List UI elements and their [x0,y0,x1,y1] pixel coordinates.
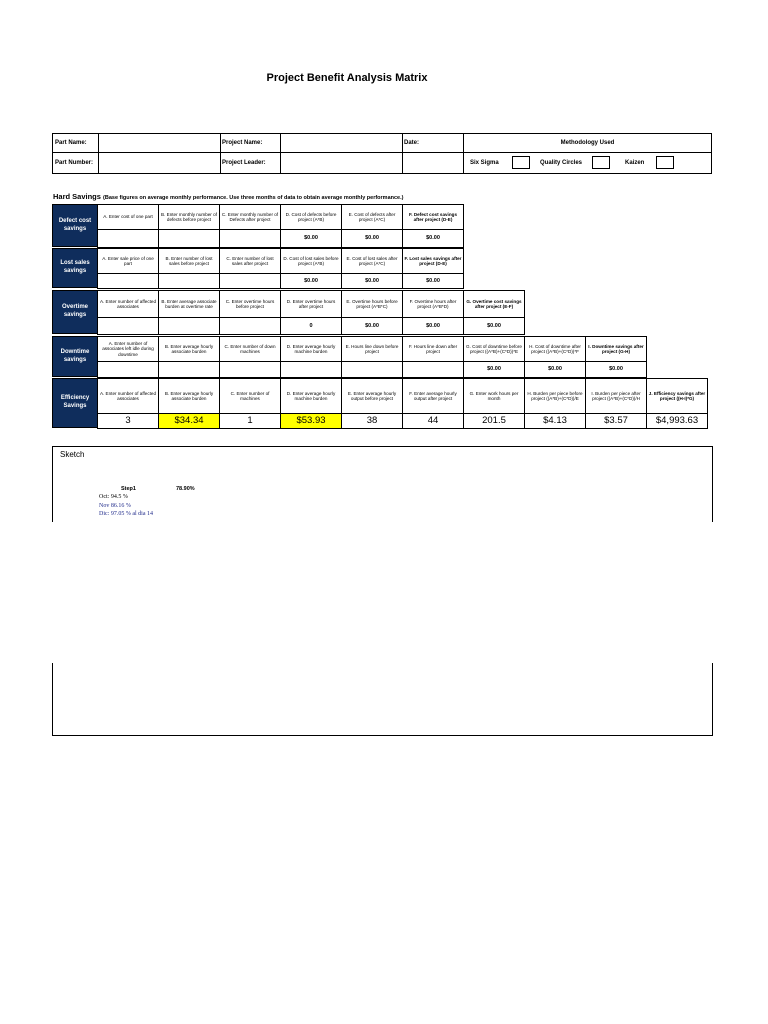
six-sigma-checkbox[interactable] [512,156,530,169]
column-header: A. Enter number of affected associates [97,290,159,318]
column-header: E. Overtime hours before project (A*B*C) [341,290,403,318]
date-label: Date: [404,140,420,146]
column-header: A. Enter number of affected associates [97,378,159,414]
sketch-panel-bottom [52,663,713,736]
input-cell[interactable] [97,317,159,335]
column-header: D. Enter average hourly machine burden [280,378,342,414]
column-header: D. Enter overtime hours after project [280,290,342,318]
step-percentage: 78.90% [176,486,195,492]
input-cell[interactable]: 38 [341,413,403,429]
input-cell[interactable] [158,317,220,335]
input-cell[interactable] [219,273,281,289]
note-dic: Dic: 97.05 % al dia 14 [99,511,153,517]
section-label: Defect cost savings [52,204,98,247]
project-name-label: Project Name: [222,140,263,146]
input-cell[interactable]: 201.5 [463,413,525,429]
column-header: E. Cost of lost sales after project (A*C) [341,248,403,274]
column-header: G. Overtime cost savings after project (E-F) [463,290,525,318]
computed-cell: $0.00 [341,229,403,248]
quality-circles-label: Quality Circles [540,159,583,166]
input-cell[interactable] [402,361,464,378]
project-name-field[interactable] [280,134,402,152]
column-header: D. Cost of lost sales before project (A*B) [280,248,342,274]
part-name-field[interactable] [98,134,220,152]
input-cell[interactable]: 3 [97,413,159,429]
column-header: D. Cost of defects before project (A*B) [280,204,342,230]
input-cell[interactable] [97,229,159,248]
input-cell[interactable] [219,229,281,248]
computed-cell: $4.13 [524,413,586,429]
input-cell[interactable] [97,361,159,378]
note-nov: Nov 86.16 % [99,503,131,509]
computed-cell: $0.00 [280,229,342,248]
input-cell[interactable]: 44 [402,413,464,429]
computed-cell: $0.00 [402,317,464,335]
quality-circles-checkbox[interactable] [592,156,610,169]
computed-cell: $0.00 [341,273,403,289]
input-cell[interactable] [341,361,403,378]
column-header: J. Efficiency savings after project ((H-I)*G) [646,378,708,414]
column-header: B. Enter average hourly associate burden [158,378,220,414]
page-title: Project Benefit Analysis Matrix [266,72,428,84]
column-header: I. Burden per piece after project ((A*B)+(C*D))/H [585,378,647,414]
column-header: F. Defect cost savings after project (D-E) [402,204,464,230]
column-header: A. Enter number of associates left idle during downtime [97,336,159,362]
project-leader-field[interactable] [280,152,402,173]
hard-savings-subtitle: (Base figures on average monthly performance. Use three months of data to obtain average monthly performance.) [103,195,404,201]
input-cell[interactable]: $53.93 [280,413,342,429]
column-header: E. Enter average hourly output before project [341,378,403,414]
column-header: E. Cost of defects after project (A*C) [341,204,403,230]
input-cell[interactable] [97,273,159,289]
note-oct: Oct: 94.5 % [99,494,128,500]
column-header: B. Enter average associate burden at overtime rate [158,290,220,318]
column-header: F. Lost sales savings after project (D-E) [402,248,464,274]
column-header: A. Enter sale price of one part [97,248,159,274]
input-cell[interactable] [158,361,220,378]
part-number-label: Part Number: [55,159,94,166]
computed-cell: $0.00 [402,229,464,248]
section-label: Efficiency Savings [52,378,98,428]
column-header: E. Hours line down before project [341,336,403,362]
input-cell[interactable]: 1 [219,413,281,429]
column-header: F. Overtime hours after project (A*B*D) [402,290,464,318]
computed-cell: $0.00 [585,361,647,378]
column-header: H. Burden per piece before project ((A*B)+(C*D))/E [524,378,586,414]
column-header: F. Enter average hourly output after project [402,378,464,414]
kaizen-label: Kaizen [625,159,645,166]
computed-cell: $0.00 [341,317,403,335]
section-label: Overtime savings [52,290,98,334]
section-label: Downtime savings [52,336,98,377]
computed-cell: $0.00 [463,317,525,335]
computed-cell: $0.00 [280,273,342,289]
input-cell[interactable] [158,229,220,248]
project-leader-label: Project Leader: [222,159,266,166]
section-label: Lost sales savings [52,248,98,288]
sketch-panel [52,446,713,522]
input-cell[interactable] [280,361,342,378]
kaizen-checkbox[interactable] [656,156,674,169]
hard-savings-label: Hard Savings [53,192,101,201]
column-header: C. Enter number of lost sales after project [219,248,281,274]
hard-savings-title [53,192,403,201]
part-number-field[interactable] [98,152,220,173]
column-header: G. Cost of downtime before project ((A*B)+(C*D))*E [463,336,525,362]
computed-cell: $4,993.63 [646,413,708,429]
six-sigma-label: Six Sigma [470,159,499,166]
column-header: B. Enter monthly number of defects before project [158,204,220,230]
column-header: C. Enter monthly number of Defects after project [219,204,281,230]
step-label: Step1 [121,486,136,492]
methodology-label: Methodology Used [560,140,615,146]
column-header: B. Enter average hourly associate burden [158,336,220,362]
column-header: D. Enter average hourly machine burden [280,336,342,362]
computed-cell: $0.00 [463,361,525,378]
column-header: I. Downtime savings after project (G-H) [585,336,647,362]
column-header: C. Enter overtime hours before project [219,290,281,318]
computed-cell: $3.57 [585,413,647,429]
column-header: B. Enter number of lost sales before project [158,248,220,274]
computed-cell: $0.00 [402,273,464,289]
column-header: G. Enter work hours per month [463,378,525,414]
computed-cell: 0 [280,317,342,335]
column-header: C. Enter number of machines [219,378,281,414]
column-header: C. Enter number of down machines [219,336,281,362]
part-name-label: Part Name: [55,140,87,146]
input-cell[interactable] [219,361,281,378]
input-cell[interactable] [219,317,281,335]
input-cell[interactable] [158,273,220,289]
project-info-table [52,133,712,174]
column-header: F. Hours line down after project [402,336,464,362]
sketch-label: Sketch [60,450,85,459]
column-header: H. Cost of downtime after project ((A*B)+(C*D))*F [524,336,586,362]
computed-cell: $0.00 [524,361,586,378]
column-header: A. Enter cost of one part [97,204,159,230]
input-cell[interactable]: $34.34 [158,413,220,429]
date-field[interactable] [402,152,463,173]
